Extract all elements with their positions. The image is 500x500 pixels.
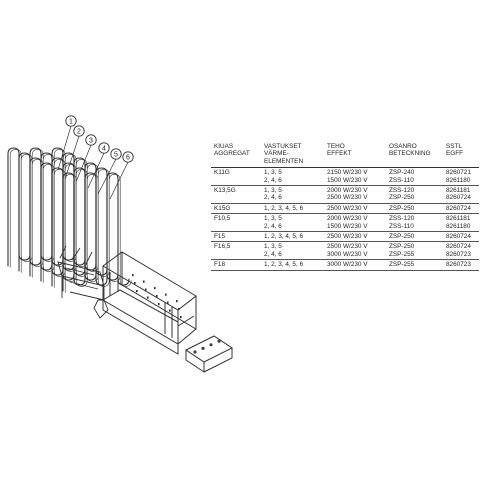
header-osanro-beteckning: OSANRO BETECKNING (389, 143, 431, 158)
cell-part-number: ZSS-120 ZSP-250 (386, 186, 443, 204)
cell-part-number: ZSP-250 (386, 203, 443, 213)
mounting-hole (158, 303, 160, 305)
table-row (211, 232, 479, 242)
table-row (211, 214, 479, 232)
cell-elements: 1, 2, 3, 4, 5, 6 (261, 260, 324, 270)
cell-part-number: ZSP-250 (386, 232, 443, 242)
cell-sstl-number: 8260724 (443, 232, 479, 242)
cell-part-number: ZSP-255 (386, 260, 443, 270)
cell-power: 2150 W/230 V 1500 W/230 V (324, 168, 386, 186)
cell-part-number: ZSP-240 ZSS-110 (386, 168, 443, 186)
cell-elements: 1, 3, 5 2, 4, 6 (261, 168, 324, 186)
connector-stud (201, 347, 204, 350)
connector-stud (209, 343, 212, 346)
cell-elements: 1, 2, 3, 4, 5, 6 (261, 203, 324, 213)
cell-sstl-number: 8260724 8260723 (443, 242, 479, 260)
heating-element-coils (8, 148, 131, 292)
mounting-hole (169, 310, 171, 312)
cell-sstl-number: 8261181 8260724 (443, 186, 479, 204)
table-row (211, 186, 479, 204)
cell-model: K13,5G (211, 186, 261, 204)
cell-sstl-number: 8260723 (443, 260, 479, 270)
cell-power: 2500 W/230 V 3000 W/230 V (324, 242, 386, 260)
cell-model: F10,5 (211, 214, 261, 232)
heating-element-coil-edge (10, 149, 76, 267)
table-row (211, 168, 479, 186)
mounting-hole (156, 295, 158, 297)
mounting-hole (143, 281, 145, 283)
header-sstl-egff: SSTL EGFF (446, 143, 464, 158)
callout-number: 2 (77, 128, 81, 136)
cell-model: F16,5 (211, 242, 261, 260)
mounting-hole (178, 308, 180, 310)
cell-elements: 1, 3, 5 2, 4, 6 (261, 186, 324, 204)
mounting-hole (147, 297, 149, 299)
terminal-connector-strip (186, 336, 232, 372)
header-vastukset-varmeelementen: VASTUKSET VÄRME- ELEMENTEN (264, 143, 304, 165)
cell-power: 2500 W/230 V (324, 203, 386, 213)
callout-number: 5 (114, 151, 118, 159)
cell-model: F15 (211, 232, 261, 242)
table-header-row (211, 142, 479, 168)
cell-part-number: ZSP-250 ZSP-255 (386, 242, 443, 260)
cell-sstl-number: 8260721 8261180 (443, 168, 479, 186)
mounting-hole (180, 316, 182, 318)
callout-number: 6 (126, 154, 130, 162)
cell-model: K11G (211, 168, 261, 186)
connector-stud (193, 350, 196, 353)
mounting-hole (176, 300, 178, 302)
cell-part-number: ZSS-120 ZSS-110 (386, 214, 443, 232)
cell-power: 2000 W/230 V 2500 W/230 V (324, 186, 386, 204)
connector-stud (217, 340, 220, 343)
callout-leader-line (66, 136, 79, 176)
callout-leader-line (110, 162, 128, 199)
mounting-hole (134, 282, 136, 284)
cell-power: 3000 W/230 V (324, 260, 386, 270)
connector-studs (193, 340, 220, 354)
mounting-hole (132, 274, 134, 276)
cell-elements: 1, 3, 5 2, 4, 6 (261, 242, 324, 260)
table-row (211, 203, 479, 213)
heating-element-spec-table (211, 142, 479, 271)
mounting-hole (167, 302, 169, 304)
mounting-hole (136, 290, 138, 292)
header-teho-effekt: TEHO EFFEKT (327, 143, 352, 158)
callout-number: 1 (69, 118, 73, 126)
mounting-hole (154, 287, 156, 289)
cell-sstl-number: 8261181 8261180 (443, 214, 479, 232)
cell-model: F18 (211, 260, 261, 270)
mounting-hole (145, 289, 147, 291)
table-row (211, 242, 479, 260)
cell-power: 2000 W/230 V 1500 W/230 V (324, 214, 386, 232)
element-callouts (66, 116, 133, 162)
header-kiuas-aggregat: KIUAS AGGREGAT (214, 143, 250, 158)
bracket-mounting-holes (132, 274, 182, 318)
cell-elements: 1, 3, 5 2, 4, 6 (261, 214, 324, 232)
mounting-bracket (103, 252, 196, 354)
callout-number: 3 (89, 137, 93, 145)
cell-power: 2500 W/230 V (324, 232, 386, 242)
callout-number: 4 (102, 145, 106, 153)
cell-elements: 1, 2, 3, 4, 5, 6 (261, 232, 324, 242)
table-row (211, 260, 479, 270)
cell-model: K15G (211, 203, 261, 213)
mounting-hole (165, 294, 167, 296)
cell-sstl-number: 8260724 (443, 203, 479, 213)
